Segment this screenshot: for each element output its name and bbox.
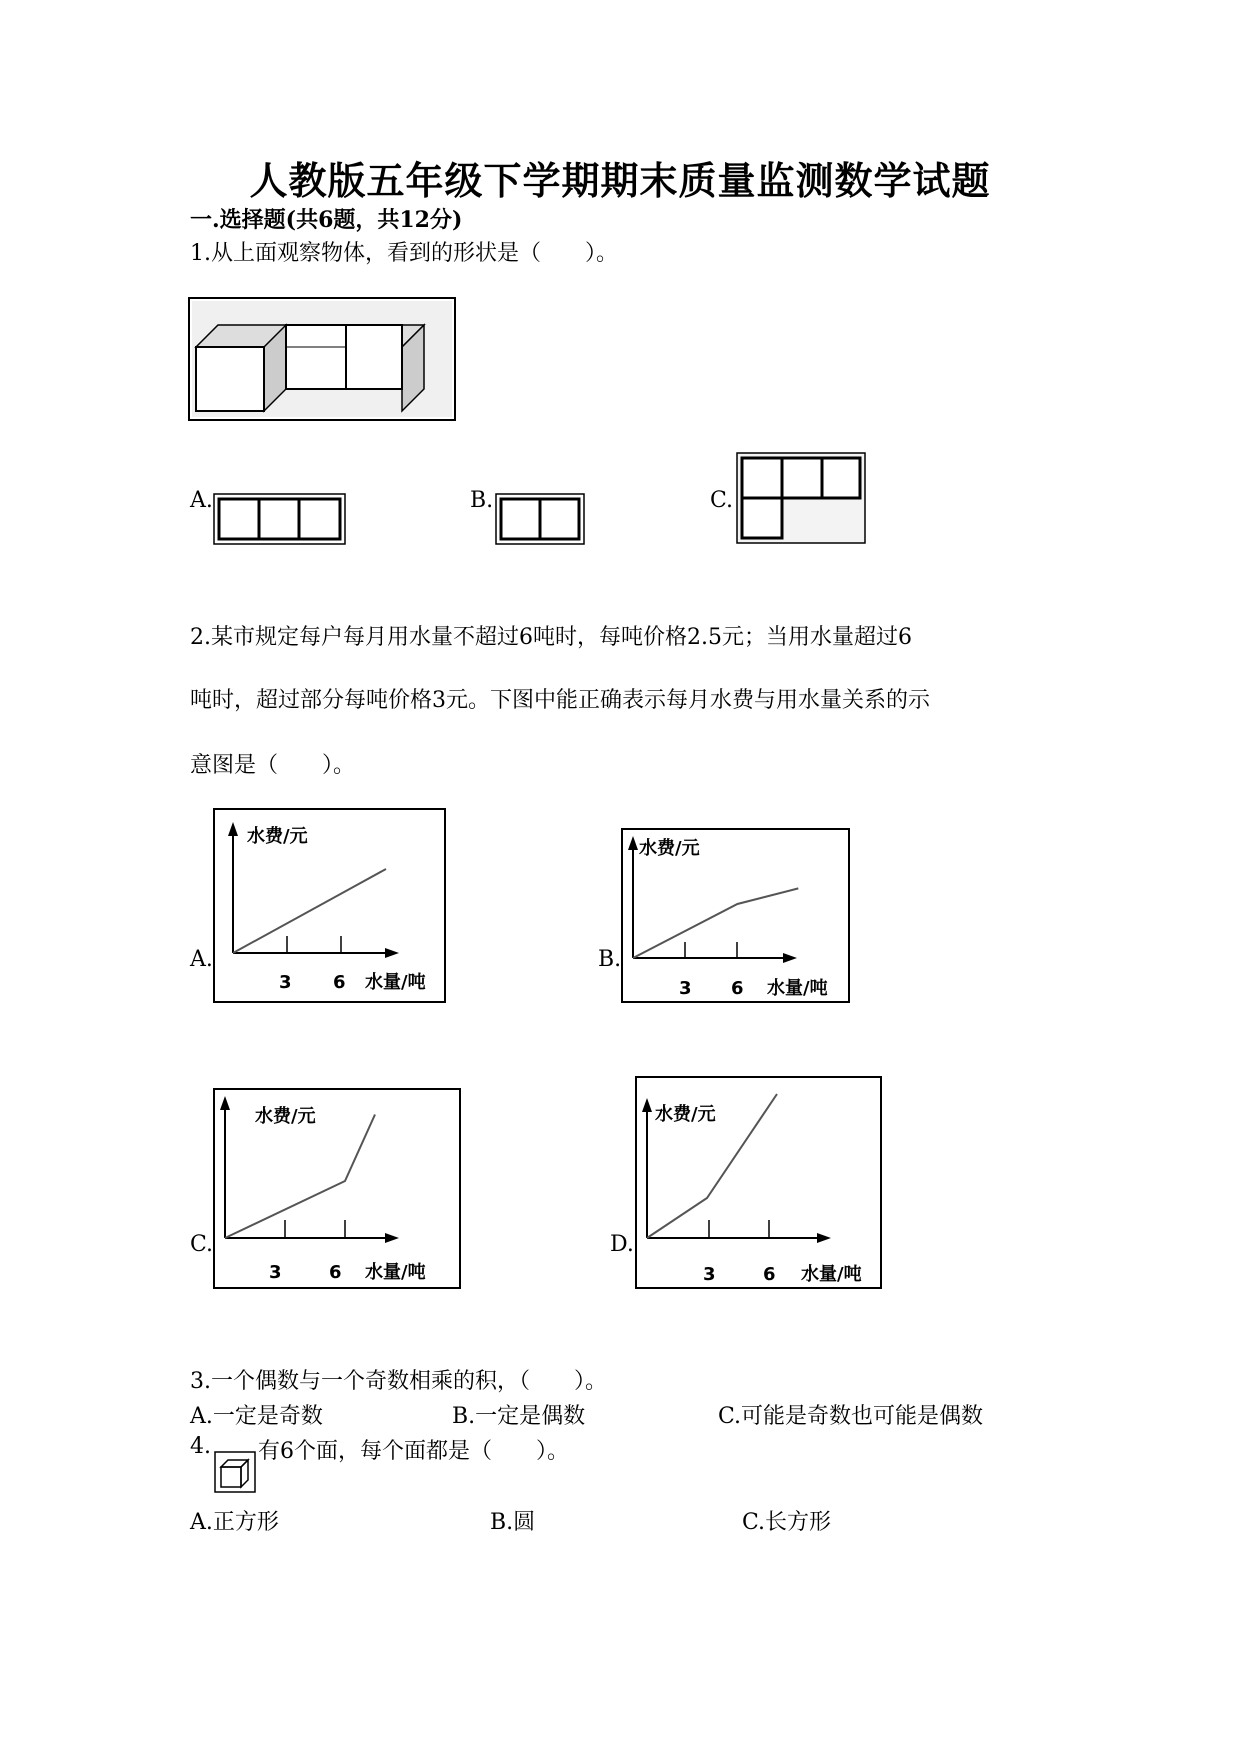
q2-option-c-label: C. bbox=[190, 1232, 214, 1257]
q4-option-a: A.正方形 bbox=[190, 1510, 279, 1535]
chart-a-ylabel: 水费/元 bbox=[247, 826, 308, 847]
q4-option-b: B.圆 bbox=[490, 1510, 536, 1535]
chart-a-tick-label-6: 6 bbox=[333, 972, 346, 993]
question-2-line-2: 吨时，超过部分每吨价格3元。下图中能正确表示每月水费与用水量关系的示 bbox=[190, 688, 930, 713]
chart-c bbox=[213, 1088, 461, 1289]
question-4-stem: 有6个面，每个面都是（ ）。 bbox=[258, 1439, 569, 1464]
q1-option-a-label: A. bbox=[190, 488, 213, 513]
q3-option-a: A.一定是奇数 bbox=[190, 1404, 323, 1429]
cube-icon bbox=[214, 1451, 256, 1493]
chart-c-tick-label-3: 3 bbox=[269, 1262, 282, 1283]
chart-d-tick-label-3: 3 bbox=[703, 1264, 716, 1285]
chart-d-ylabel: 水费/元 bbox=[655, 1104, 716, 1125]
question-4-number: 4. bbox=[190, 1434, 211, 1459]
section-heading: 一.选择题(共6题，共12分) bbox=[190, 207, 463, 233]
chart-a-xlabel: 水量/吨 bbox=[365, 972, 426, 993]
q3-option-c: C.可能是奇数也可能是偶数 bbox=[718, 1404, 984, 1429]
chart-d-xlabel: 水量/吨 bbox=[801, 1264, 862, 1285]
chart-c-tick-label-6: 6 bbox=[329, 1262, 342, 1283]
q1-option-b-shape bbox=[495, 493, 585, 545]
question-2-line-3: 意图是（ ）。 bbox=[190, 753, 356, 778]
q2-option-b-label: B. bbox=[598, 947, 622, 972]
chart-d-tick-label-6: 6 bbox=[763, 1264, 776, 1285]
chart-a bbox=[213, 808, 446, 1003]
q2-option-d-label: D. bbox=[610, 1232, 634, 1257]
question-2-line-1: 2.某市规定每户每月用水量不超过6吨时，每吨价格2.5元；当用水量超过6 bbox=[190, 625, 912, 650]
q3-option-b: B.一定是偶数 bbox=[452, 1404, 586, 1429]
q1-option-b-label: B. bbox=[470, 488, 494, 513]
chart-c-ylabel: 水费/元 bbox=[255, 1106, 316, 1127]
chart-c-xlabel: 水量/吨 bbox=[365, 1262, 426, 1283]
q1-option-c-shape bbox=[736, 452, 866, 544]
q1-option-c-label: C. bbox=[710, 488, 734, 513]
q1-option-a-shape bbox=[213, 493, 346, 545]
chart-b-xlabel: 水量/吨 bbox=[767, 978, 828, 999]
question-3-stem: 3.一个偶数与一个奇数相乘的积，（ ）。 bbox=[190, 1369, 607, 1394]
chart-b bbox=[621, 828, 850, 1003]
chart-d bbox=[635, 1076, 882, 1289]
q4-option-c: C.长方形 bbox=[742, 1510, 832, 1535]
chart-b-tick-label-3: 3 bbox=[679, 978, 692, 999]
q2-option-a-label: A. bbox=[190, 947, 213, 972]
chart-a-tick-label-3: 3 bbox=[279, 972, 292, 993]
chart-b-ylabel: 水费/元 bbox=[639, 838, 700, 859]
page-title: 人教版五年级下学期期末质量监测数学试题 bbox=[249, 158, 991, 203]
chart-b-tick-label-6: 6 bbox=[731, 978, 744, 999]
question-1-stem: 1.从上面观察物体，看到的形状是（ ）。 bbox=[190, 241, 618, 266]
cube-figure bbox=[188, 297, 456, 421]
